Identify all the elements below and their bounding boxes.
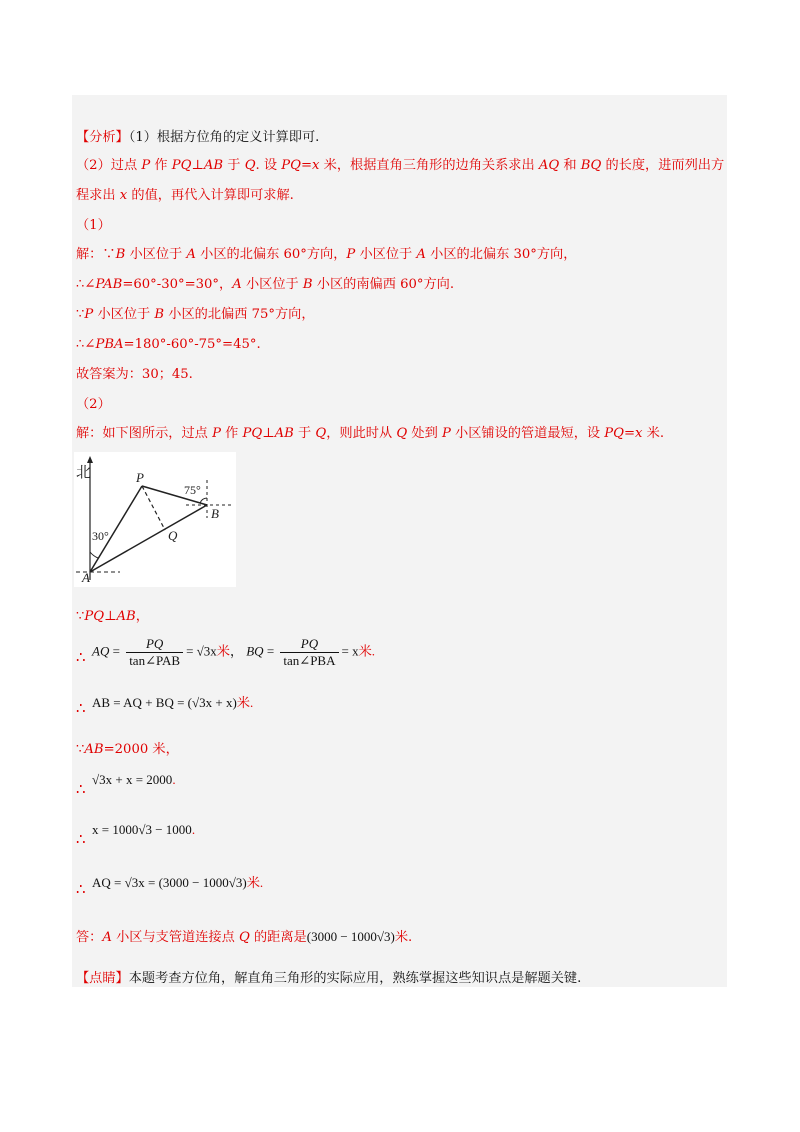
comment-line: 【点睛】本题考查方位角，解直角三角形的实际应用，熟练掌握这些知识点是解题关键. xyxy=(76,971,582,986)
part1-answer: 故答案为：30；45. xyxy=(76,367,193,382)
part2-step-1: 解：如下图所示，过点 P 作 PQ⊥AB 于 Q，则此时从 Q 处到 P 小区铺设的管道最短，设 PQ=x 米. xyxy=(76,426,665,441)
angle-75-arc xyxy=(200,498,207,503)
final-answer: 答：A 小区与支管道连接点 Q 的距离是(3000 − 1000√3)米. xyxy=(76,929,413,945)
angle-75-label: 75° xyxy=(184,483,201,497)
perpendicular-line: ∵PQ⊥AB， xyxy=(76,609,149,624)
analysis-line-1: 【分析】（1）根据方位角的定义计算即可. xyxy=(76,130,320,145)
part2-label: （2） xyxy=(76,397,111,412)
geometry-diagram xyxy=(74,452,236,587)
therefore-4: ∴ xyxy=(76,830,86,848)
north-label: 北 xyxy=(76,463,92,481)
part1-label: （1） xyxy=(76,218,111,233)
equation-aq-value: AQ = √3x = (3000 − 1000√3)米. xyxy=(92,875,264,891)
analysis-line-3: 程求出 x 的值，再代入计算即可求解. xyxy=(76,188,294,203)
point-a-label: A xyxy=(82,570,90,585)
geometry-figure xyxy=(74,452,236,587)
segment-pq xyxy=(142,486,165,530)
therefore-1: ∴ xyxy=(76,648,86,666)
analysis-line-2: （2）过点 P 作 PQ⊥AB 于 Q. 设 PQ=x 米，根据直角三角形的边角关系求出 AQ 和 BQ 的长度，进而列出方 xyxy=(76,158,725,173)
equation-aq-bq: AQ = $\frac{PQ}{\text{tan∠PAB}}$ = √3x米， BQ = $\frac{PQ}{\text{tan∠PBA}}$ = x米. xyxy=(92,636,376,668)
point-q-label: Q xyxy=(168,528,178,543)
point-p-label: P xyxy=(136,470,144,485)
part1-step-1: 解：∵B 小区位于 A 小区的北偏东 60°方向，P 小区位于 A 小区的北偏东 30°方向， xyxy=(76,247,577,262)
therefore-3: ∴ xyxy=(76,780,86,798)
part1-step-3: ∵P 小区位于 B 小区的北偏西 75°方向， xyxy=(76,307,315,322)
therefore-5: ∴ xyxy=(76,880,86,898)
therefore-2: ∴ xyxy=(76,699,86,717)
comment-tag: 【点睛】 xyxy=(76,971,129,986)
angle-30-arc xyxy=(90,552,98,558)
equation-ab-sum: AB = AQ + BQ = (√3x + x)米. xyxy=(92,695,254,711)
analysis-tag: 【分析】 xyxy=(76,130,129,145)
part1-step-4: ∴∠PBA=180°-60°-75°=45°. xyxy=(76,337,261,352)
angle-30-label: 30° xyxy=(92,529,109,543)
equation-x-value: x = 1000√3 − 1000. xyxy=(92,822,196,837)
north-arrow-icon xyxy=(87,456,93,463)
equation-solve: √3x + x = 2000. xyxy=(92,772,176,787)
given-ab-line: ∵AB=2000 米， xyxy=(76,742,179,757)
part1-step-2: ∴∠PAB=60°-30°=30°，A 小区位于 B 小区的南偏西 60°方向. xyxy=(76,277,455,292)
point-b-label: B xyxy=(211,506,219,521)
